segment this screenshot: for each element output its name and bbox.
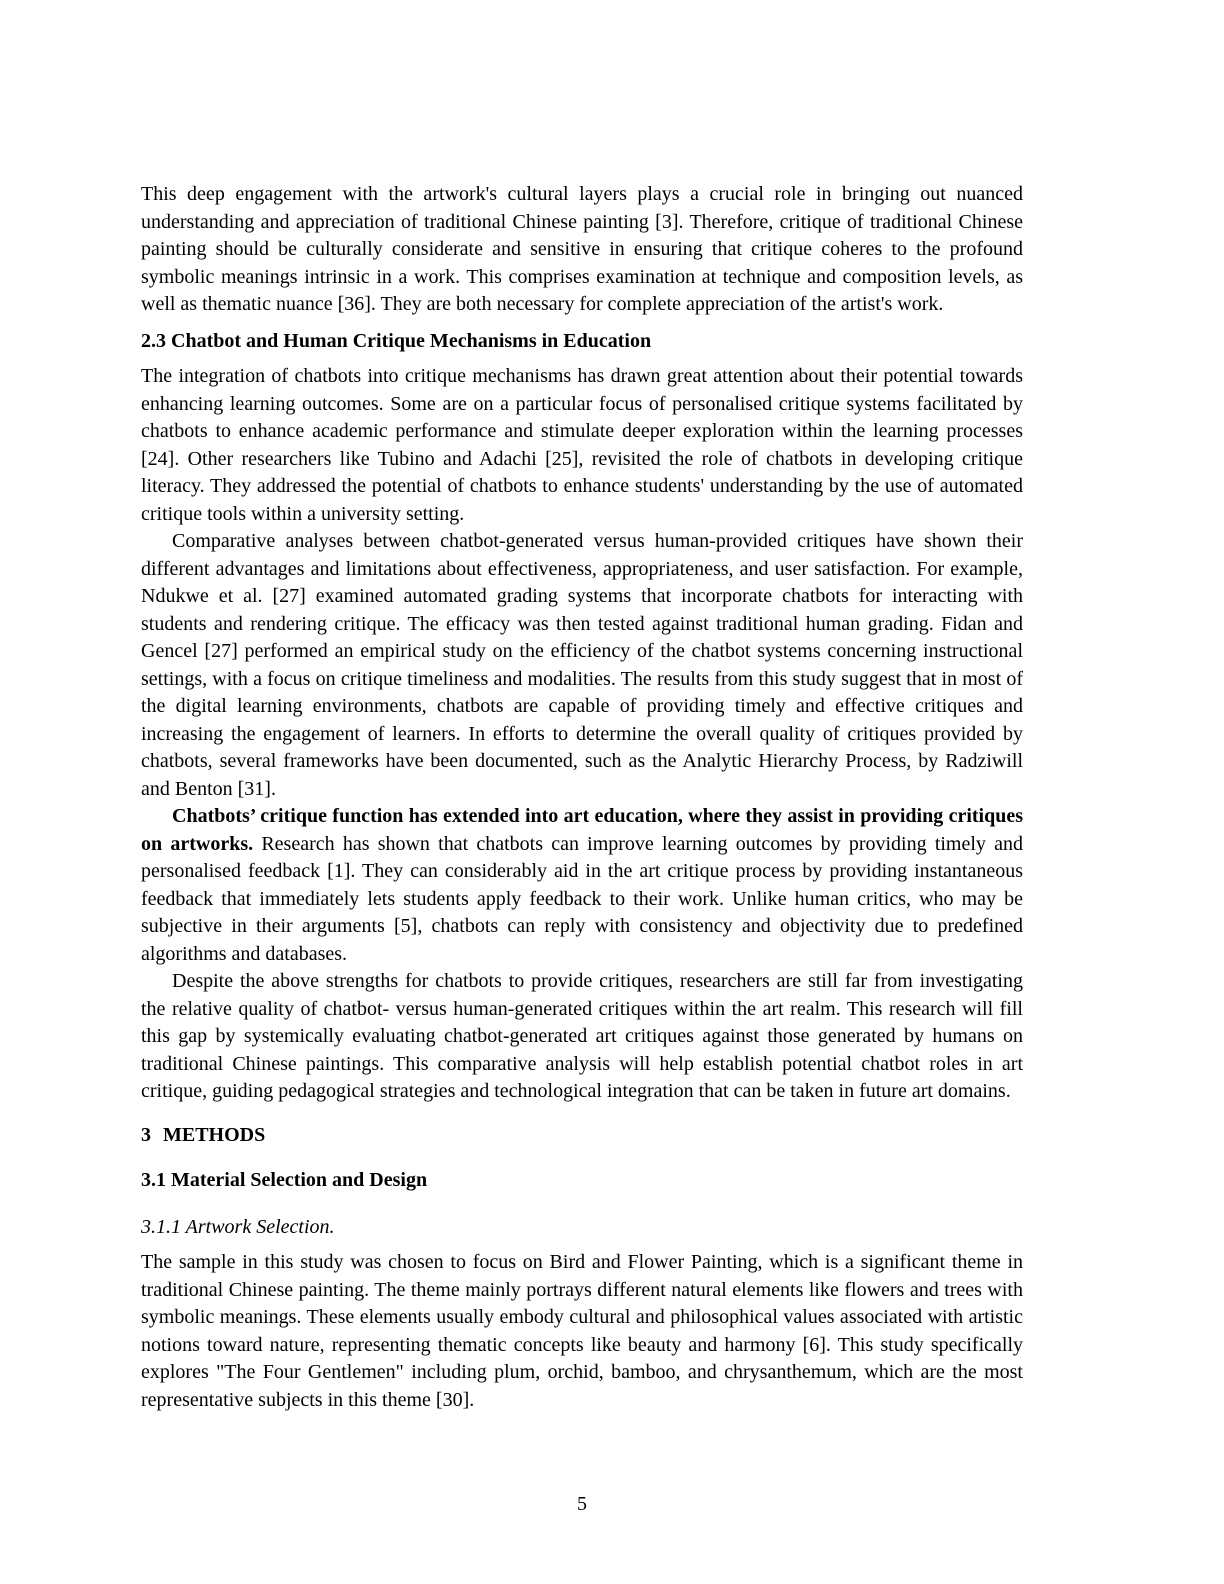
body-paragraph xyxy=(141,803,1023,968)
paragraph-continuation: Research has shown that chatbots can improve learning outcomes by providing timely and personalised feedback [1]. They can considerably aid in the art critique process by providing instantaneous feedback that immediately lets students apply feedback to their work. Unlike human critics, who may be subjective in their arguments [5], chatbots can reply with consistency and objectivity due to predefined algorithms and databases. xyxy=(141,832,1024,965)
intro-paragraph: This deep engagement with the artwork's cultural layers plays a crucial role in bringing out nuanced understanding and appreciation of traditional Chinese painting [3]. Therefore, critique of traditional Chinese painting should be culturally considerate and sensitive in ensuring that critique coheres to the profound symbolic meanings intrinsic in a work. This comprises examination at technique and composition levels, as well as thematic nuance [36]. They are both necessary for complete appreciation of the artist's work. xyxy=(141,183,1023,315)
body-paragraph: Despite the above strengths for chatbots to provide critiques, researchers are still far from investigating the relative quality of chatbot- versus human-generated critiques within the art realm. This research will fill this gap by systemically evaluating chatbot-generated art critiques against those generated by humans on traditional Chinese paintings. This comparative analysis will help establish potential chatbot roles in art critique, guiding pedagogical strategies and technological integration that can be taken in future art domains. xyxy=(141,970,1023,1102)
body-paragraph: The sample in this study was chosen to focus on Bird and Flower Painting, which is a significant theme in traditional Chinese painting. The theme mainly portrays different natural elements like flowers and trees with symbolic meanings. These elements usually embody cultural and philosophical values associated with artistic notions toward nature, representing thematic concepts like beauty and harmony [6]. This study specifically explores "The Four Gentlemen" including plum, orchid, bamboo, and chrysanthemum, which are the most representative subjects in this theme [30]. xyxy=(141,1251,1023,1411)
section-3-1-1-heading: 3.1.1 Artwork Selection. xyxy=(141,1215,335,1238)
section-title: METHODS xyxy=(163,1123,266,1146)
section-2-3-heading: 2.3 Chatbot and Human Critique Mechanisms in Education xyxy=(141,329,652,352)
bold-lead-sentence: Chatbots’ critique function has extended into art education, where they assist in providing critiques on artworks. xyxy=(141,805,1023,855)
page-footer xyxy=(141,1491,1023,1519)
body-paragraph: The integration of chatbots into critique mechanisms has drawn great attention about their potential towards enhancing learning outcomes. Some are on a particular focus of personalised critique systems facilitated by chatbots to enhance academic performance and stimulate deeper exploration within the learning processes [24]. Other researchers like Tubino and Adachi [25], revisited the role of chatbots in developing critique literacy. They addressed the potential of chatbots to enhance students' understanding by the use of automated critique tools within a university setting. xyxy=(141,365,1023,525)
section-3-heading xyxy=(141,1122,1023,1150)
page-content xyxy=(141,181,1023,1414)
body-paragraph: Comparative analyses between chatbot-generated versus human-provided critiques have shown their different advantages and limitations about effectiveness, appropriateness, and user satisfaction. For example, Ndukwe et al. [27] examined automated grading systems that incorporate chatbots for interacting with students and rendering critique. The efficacy was then tested against traditional human grading. Fidan and Gencel [27] performed an empirical study on the efficiency of the chatbot systems concerning instructional settings, with a focus on critique timeliness and modalities. The results from this study suggest that in most of the digital learning environments, chatbots are capable of providing timely and effective critiques and increasing the engagement of learners. In efforts to determine the overall quality of critiques provided by chatbots, several frameworks have been documented, such as the Analytic Hierarchy Process, by Radziwill and Benton [31]. xyxy=(141,530,1023,800)
section-3-1-heading: 3.1 Material Selection and Design xyxy=(141,1169,428,1191)
page-number: 5 xyxy=(577,1493,587,1515)
section-number: 3 xyxy=(141,1123,151,1146)
